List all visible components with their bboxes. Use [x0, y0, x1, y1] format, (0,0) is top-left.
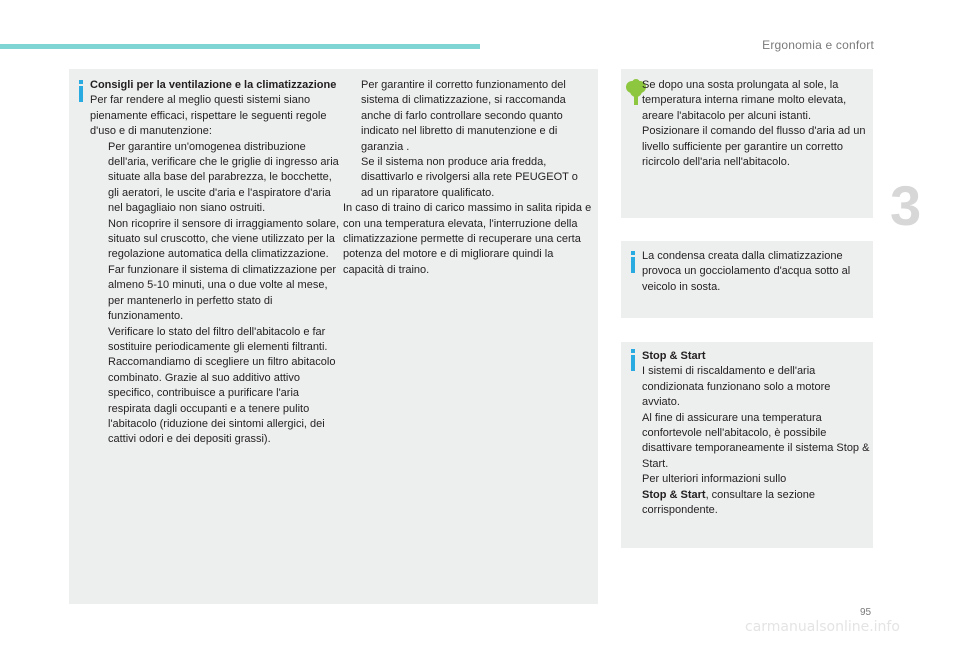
list-item: Per garantire un'omogenea distribuzione dell'aria, verificare che le griglie di ingresso aria situate alla base del parabrezza, le bocchette, gli aeratori, le uscite d'aria e l'aspiratore d'aria nel bagagliaio non siano ostruiti. [108, 140, 339, 215]
stop-start-paragraph-3: Per ulteriori informazioni sullo [642, 473, 787, 486]
advice-intro: Per far rendere al meglio questi sistemi siano pienamente efficaci, rispettare le seguenti regole d'uso e di manutenzione: [90, 94, 327, 138]
list-item: Per garantire il corretto funzionamento del sistema di climatizzazione, si raccomanda anche di farlo controllare secondo quanto indicato nel libretto di manutenzione e di garanzia . [361, 79, 566, 153]
list-item: Verificare lo stato del filtro dell'abitacolo e far sostituire periodicamente gli elementi filtranti. Raccomandiamo di scegliere un filtro abitacolo combinato. Grazie al suo additivo attivo specifico, contribuisce a purificare l'aria respirata dagli occupanti e a tenere pulito l'abitacolo (riduzione dei sintomi allergici, dei cattivi odori e dei depositi grassi). [108, 325, 336, 446]
section-title: Ergonomia e confort [762, 38, 874, 52]
footer-watermark: carmanualsonline.info [745, 619, 900, 635]
info-icon [75, 80, 87, 102]
advice-column-2 [343, 78, 593, 278]
stop-start-paragraph-4: Stop & Start, consultare la sezione corrispondente. [642, 488, 816, 517]
eco-tip-paragraph-2: Posizionare il comando del flusso d'aria ad un livello sufficiente per garantire un corretto ricircolo dell'aria nell'abitacolo. [642, 125, 866, 169]
advice-column-1 [90, 78, 340, 448]
advice-heading: Consigli per la ventilazione e la climatizzazione [90, 79, 337, 91]
list-item: Non ricoprire il sensore di irraggiamento solare, situato sul cruscotto, che viene utilizzato per la regolazione automatica della climatizzazione. [108, 217, 340, 261]
list-item: Far funzionare il sistema di climatizzazione per almeno 5-10 minuti, una o due volte al mese, per mantenerlo in perfetto stato di funzionamento. [108, 263, 337, 323]
info-icon [627, 251, 639, 273]
condensation-text: La condensa creata dalla climatizzazione provoca un gocciolamento d'acqua sotto al veicolo in sosta. [642, 250, 851, 293]
towing-paragraph: In caso di traino di carico massimo in salita ripida e con una temperatura elevata, l'interruzione della climatizzazione permette di recuperare una certa potenza del motore e di migliorare quindi la capacità di traino. [343, 202, 592, 276]
list-item: Se il sistema non produce aria fredda, disattivarlo e rivolgersi alla rete PEUGEOT o ad un riparatore qualificato. [361, 156, 578, 199]
eco-tip-text [642, 78, 870, 170]
chapter-number: 3 [890, 174, 922, 237]
stop-start-paragraph-1: I sistemi di riscaldamento e dell'aria condizionata funzionano solo a motore avviato. [642, 365, 831, 409]
stop-start-text [642, 349, 870, 518]
header-accent-bar [0, 44, 480, 49]
page-number: 95 [860, 607, 872, 618]
stop-start-paragraph-2: Al fine di assicurare una temperatura confortevole nell'abitacolo, è possibile disattivare temporaneamente il sistema Stop & Start. [642, 411, 870, 470]
info-icon [627, 349, 639, 371]
eco-tip-paragraph-1: Se dopo una sosta prolungata al sole, la temperatura interna rimane molto elevata, areare l'abitacolo per alcuni istanti. [642, 79, 847, 122]
stop-start-heading: Stop & Start [642, 350, 706, 362]
